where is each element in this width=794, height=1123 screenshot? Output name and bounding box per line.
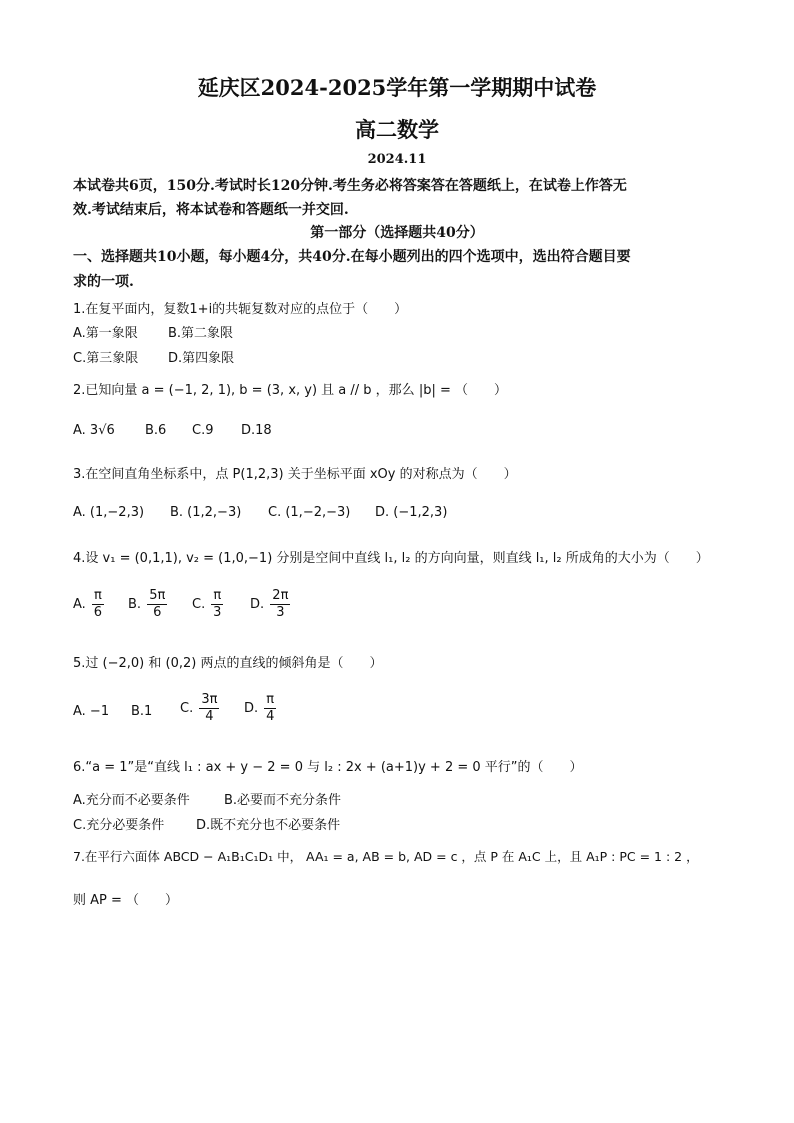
q4-stem: 4.设 v₁ = (0,1,1), v₂ = (1,0,−1) 分别是空间中直线 l₁, l₂ 的方向向量，则直线 l₁, l₂ 所成角的大小为（ ） <box>73 551 709 566</box>
q7-stem: 7.在平行六面体 ABCD − A₁B₁C₁D₁ 中， AA₁ = a, AB = b, AD = c ，点 P 在 A₁C 上，且 A₁P : PC = 1 : 2 ， <box>73 849 699 864</box>
q2-option-a: A. 3√6 <box>73 423 115 438</box>
q4-b-denominator: 6 <box>153 605 162 620</box>
q5-c-numerator: 3π <box>201 692 218 707</box>
q4-option-c <box>192 588 225 621</box>
q4-option-c-label: C. <box>192 597 206 612</box>
q2-option-c: C.9 <box>192 423 214 438</box>
q5-option-a: A. −1 <box>73 704 110 719</box>
exam-date: 2024.11 <box>367 152 427 167</box>
q2-stem: 2.已知向量 a = (−1, 2, 1), b = (3, x, y) 且 a // b ，那么 |b| = （ ） <box>73 383 507 398</box>
q4-a-denominator: 6 <box>93 605 102 620</box>
exam-title: 延庆区2024-2025学年第一学期期中试卷 <box>197 75 597 100</box>
q1-option-d: D.第四象限 <box>168 351 235 366</box>
q1-option-b: B.第二象限 <box>168 326 234 341</box>
q4-d-denominator: 3 <box>276 605 285 620</box>
q4-option-a-fraction <box>92 588 104 621</box>
q3-option-d: D. (−1,2,3) <box>375 505 448 520</box>
q4-option-a-label: A. <box>73 597 86 612</box>
q5-option-d <box>244 692 278 725</box>
q1-option-c: C.第三象限 <box>73 351 139 366</box>
q5-option-c-fraction <box>199 692 219 725</box>
part1-heading: 第一部分（选择题共40分） <box>310 225 484 241</box>
q4-c-numerator: π <box>213 588 222 603</box>
q4-option-b <box>128 588 169 621</box>
intro-line-1: 本试卷共6页，150分.考试时长120分钟.考生务必将答案答在答题纸上，在试卷上作答无 <box>73 178 627 194</box>
part1-instructions-1: 一、选择题共10小题，每小题4分，共40分.在每小题列出的四个选项中，选出符合题目要 <box>73 249 631 265</box>
part1-instructions-2: 求的一项. <box>73 274 134 290</box>
q1-stem: 1.在复平面内，复数1+i的共轭复数对应的点位于（ ） <box>73 302 408 317</box>
subject-title: 高二数学 <box>355 117 439 142</box>
q6-option-c: C.充分必要条件 <box>73 818 165 833</box>
q4-option-b-label: B. <box>128 597 142 612</box>
q5-option-d-fraction <box>264 692 276 725</box>
q3-option-a: A. (1,−2,3) <box>73 505 145 520</box>
q5-option-b: B.1 <box>131 704 153 719</box>
q5-c-denominator: 4 <box>205 709 214 724</box>
q5-d-numerator: π <box>266 692 275 707</box>
q4-option-d <box>250 588 292 621</box>
q4-d-numerator: 2π <box>272 588 289 603</box>
q4-a-numerator: π <box>93 588 102 603</box>
q7-stem-continued: 则 AP = （ ） <box>73 893 179 908</box>
q5-d-denominator: 4 <box>266 709 275 724</box>
q3-stem: 3.在空间直角坐标系中，点 P(1,2,3) 关于坐标平面 xOy 的对称点为（ ） <box>73 467 517 482</box>
q5-stem: 5.过 (−2,0) 和 (0,2) 两点的直线的倾斜角是（ ） <box>73 656 383 671</box>
q6-option-b: B.必要而不充分条件 <box>224 793 342 808</box>
q6-option-d: D.既不充分也不必要条件 <box>196 818 341 833</box>
q4-c-denominator: 3 <box>213 605 222 620</box>
q6-option-a: A.充分而不必要条件 <box>73 793 190 808</box>
q2-option-d: D.18 <box>241 423 272 438</box>
q5-option-c-label: C. <box>180 701 194 716</box>
q6-stem: 6.“a = 1”是“直线 l₁ : ax + y − 2 = 0 与 l₂ : 2x + (a+1)y + 2 = 0 平行”的（ ） <box>73 760 583 775</box>
q4-option-d-label: D. <box>250 597 265 612</box>
q3-option-c: C. (1,−2,−3) <box>268 505 351 520</box>
q5-option-d-label: D. <box>244 701 259 716</box>
q4-option-a <box>73 588 106 621</box>
q2-option-b: B.6 <box>145 423 167 438</box>
intro-line-2: 效.考试结束后，将本试卷和答题纸一并交回. <box>73 202 349 218</box>
q1-option-a: A.第一象限 <box>73 326 138 341</box>
q3-option-b: B. (1,2,−3) <box>170 505 242 520</box>
q5-option-c <box>180 692 221 725</box>
q4-b-numerator: 5π <box>149 588 166 603</box>
q4-option-d-fraction <box>270 588 290 621</box>
q4-option-c-fraction <box>211 588 223 621</box>
q4-option-b-fraction <box>147 588 167 621</box>
